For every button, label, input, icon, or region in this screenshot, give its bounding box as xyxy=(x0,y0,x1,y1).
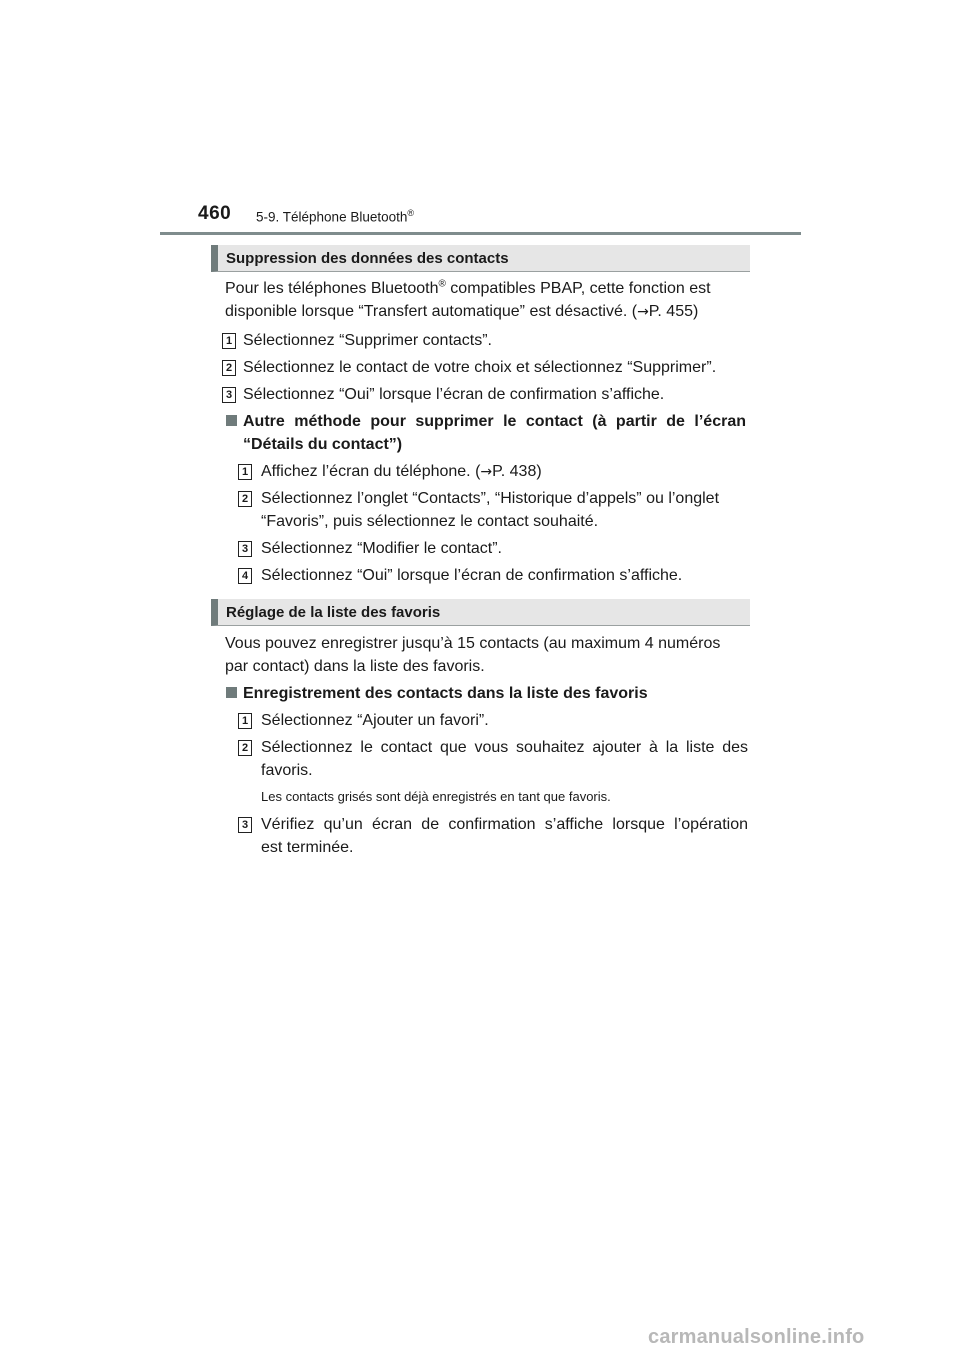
arrow-right-icon: → xyxy=(637,304,649,320)
intro-text-a: Pour les téléphones Bluetooth xyxy=(225,280,439,297)
step-text: Sélectionnez l’onglet “Contacts”, “Historique d’appels” ou l’onglet xyxy=(261,490,720,507)
sub-heading: Enregistrement des contacts dans la liste des favoris xyxy=(243,685,648,702)
site-watermark: carmanualsonline.info xyxy=(648,1326,865,1348)
step-number-badge: 1 xyxy=(238,464,252,480)
step-text-continued: “Favoris”, puis sélectionnez le contact souhaité. xyxy=(261,513,599,530)
section-heading-favorites: Réglage de la liste des favoris xyxy=(211,599,750,626)
step-text: Sélectionnez “Oui” lorsque l’écran de confirmation s’affiche. xyxy=(261,567,683,584)
step-text-a: Affichez l’écran du téléphone. ( xyxy=(261,463,481,480)
intro-text-c: disponible lorsque “Transfert automatique” est désactivé. ( xyxy=(225,303,638,320)
step-number-badge: 1 xyxy=(238,713,252,729)
chapter-title-text: 5-9. Téléphone Bluetooth xyxy=(256,209,408,225)
square-bullet-icon xyxy=(226,687,237,698)
step-text: Sélectionnez “Oui” lorsque l’écran de confirmation s’affiche. xyxy=(243,386,665,403)
step-number-badge: 2 xyxy=(238,740,252,756)
section2-intro-line1: Vous pouvez enregistrer jusqu’à 15 contacts (au maximum 4 numéros xyxy=(225,635,721,652)
step-number-badge: 1 xyxy=(222,333,236,349)
step-number-badge: 4 xyxy=(238,568,252,584)
step-number-badge: 3 xyxy=(222,387,236,403)
step-number-badge: 3 xyxy=(238,817,252,833)
step-text-continued: favoris. xyxy=(261,762,313,779)
step-text: Sélectionnez le contact que vous souhaitez ajouter à la liste des xyxy=(261,739,748,756)
step-number-badge: 2 xyxy=(222,360,236,376)
step-number-badge: 2 xyxy=(238,491,252,507)
page-number: 460 xyxy=(198,203,232,224)
sub-heading-line1: Autre méthode pour supprimer le contact (à partir de l’écran xyxy=(243,413,746,430)
step-text-continued: est terminée. xyxy=(261,839,354,856)
step-text xyxy=(261,460,748,484)
step-text: Sélectionnez “Modifier le contact”. xyxy=(261,540,502,557)
section2-intro-line2: par contact) dans la liste des favoris. xyxy=(225,658,485,675)
arrow-right-icon: → xyxy=(480,464,493,480)
registered-mark: ® xyxy=(438,278,446,290)
sub-heading-line2: “Détails du contact”) xyxy=(243,436,403,453)
step-number-badge: 3 xyxy=(238,541,252,557)
intro-text-b: compatibles PBAP, cette fonction est xyxy=(445,280,711,297)
step-text: Sélectionnez le contact de votre choix et sélectionnez “Supprimer”. xyxy=(243,359,717,376)
step-text: Sélectionnez “Ajouter un favori”. xyxy=(261,712,489,729)
registered-mark: ® xyxy=(407,208,415,218)
chapter-title xyxy=(256,208,414,225)
header-divider xyxy=(160,232,801,235)
section1-intro-line2 xyxy=(225,300,746,324)
square-bullet-icon xyxy=(226,415,237,426)
section-heading-delete-contacts: Suppression des données des contacts xyxy=(211,245,750,272)
note-text: Les contacts grisés sont déjà enregistrés en tant que favoris. xyxy=(261,789,611,804)
step-text: Sélectionnez “Supprimer contacts”. xyxy=(243,332,492,349)
page-reference: P. 438) xyxy=(492,463,542,480)
section1-intro-line1 xyxy=(225,277,746,300)
step-text: Vérifiez qu’un écran de confirmation s’affiche lorsque l’opération xyxy=(261,816,748,833)
page-reference: P. 455) xyxy=(648,303,699,320)
